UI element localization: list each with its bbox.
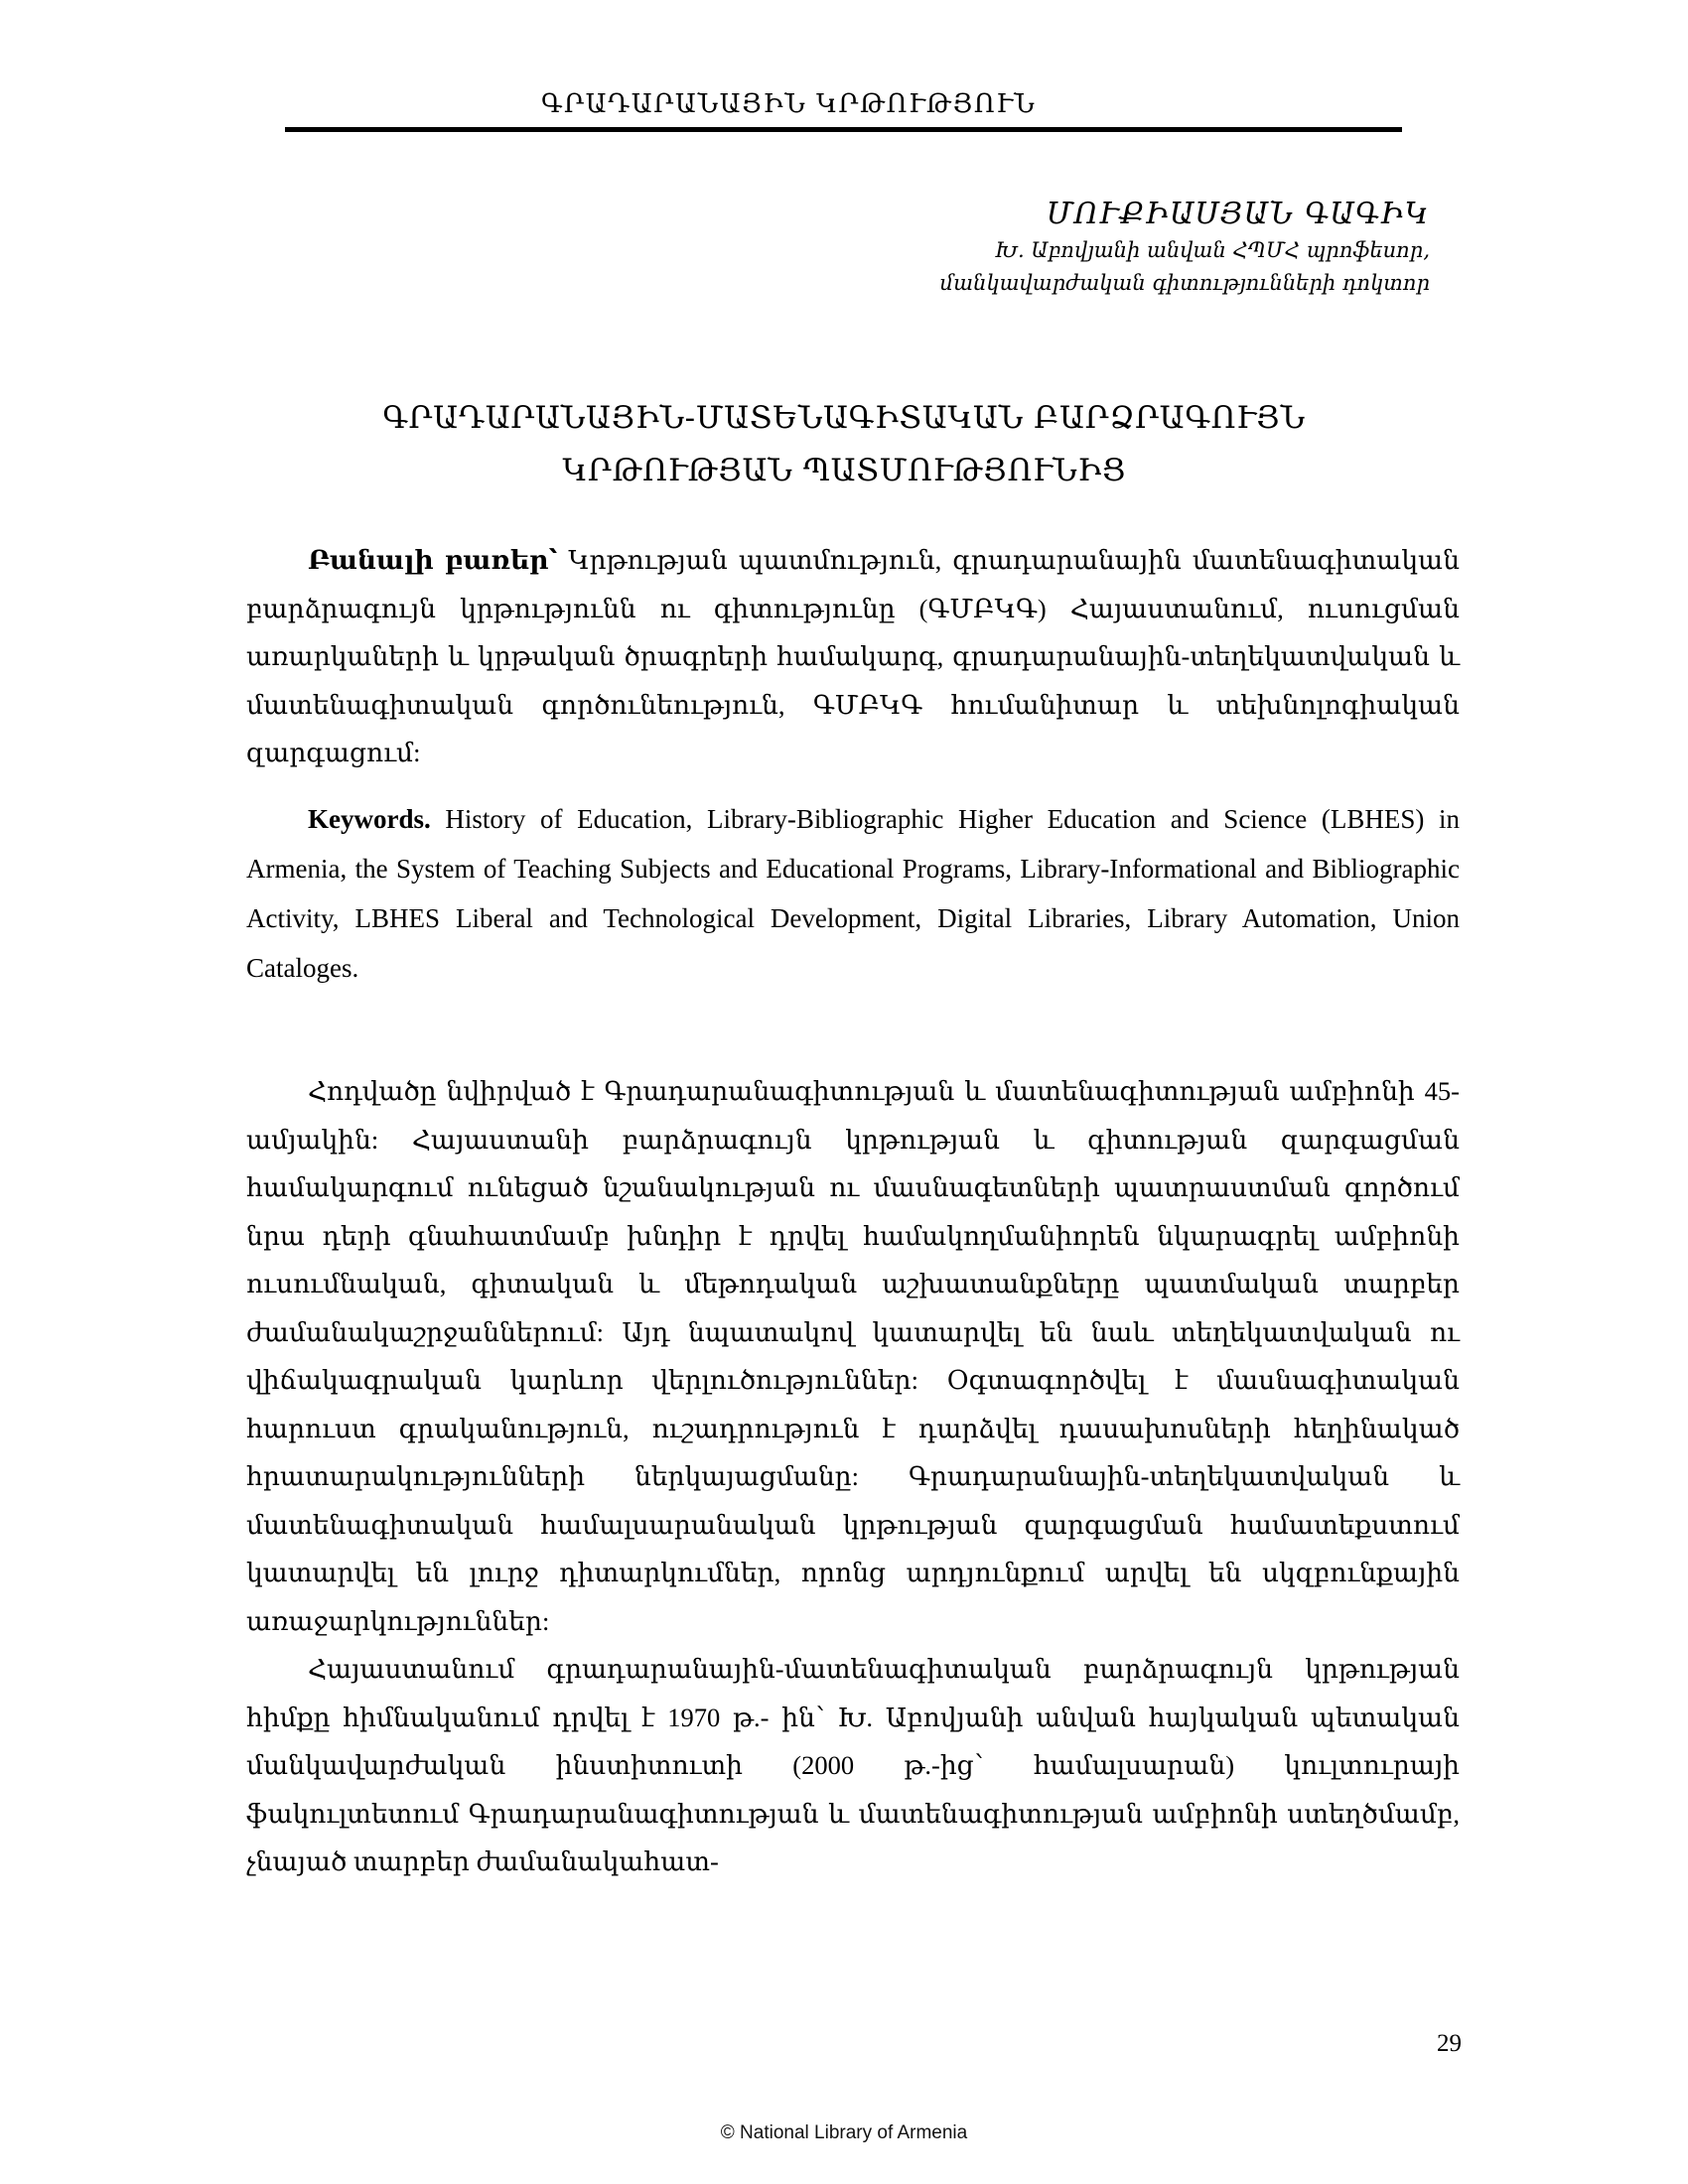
page-title <box>248 392 1440 497</box>
keywords-english-label: Keywords. <box>308 804 431 834</box>
body-paragraph-1: Հոդվածը նվիրված է Գրադարանագիտության և մատենագիտության ամբիոնի 45-ամյակին: Հայաստանի բարձրագույն կրթության և գիտության զարգացման համակարգում ունեցած նշանակության ու մասնագետների պատրաստման գործում նրա դերի գնահատմամբ խնդիր է դրվել համակողմանիորեն նկարագրել ամբիոնի ուսումնական, գիտական և մեթոդական աշխատանքները պատմական տարբեր ժամանակաշրջաններում: Այդ նպատակով կատարվել են նաև տեղեկատվական ու վիճակագրական կարևոր վերլուծություններ: Օգտագործվել է մասնագիտական հարուստ գրականություն, ուշադրություն է դարձվել դասախոսների հեղինակած հրատարակությունների ներկայացմանը: Գրադարանային-տեղեկատվական և մատենագիտական համալսարանական կրթության զարգացման համատեքստում կատարվել են լուրջ դիտարկումներ, որոնց արդյունքում արվել են սկզբունքային առաջարկություններ: <box>246 1076 1460 1636</box>
body-paragraph-2: Հայաստանում գրադարանային-մատենագիտական բարձրագույն կրթության հիմքը հիմնականում դրվել է 1970 թ.- ին՝ Խ. Աբովյանի անվան հայկական պետական մանկավարժական ինստիտուտի (2000 թ.-ից՝ համալսարան) կուլտուրայի ֆակուլտետում Գրադարանագիտության և մատենագիտության ամբիոնի ստեղծմամբ, չնայած տարբեր ժամանակահատ- <box>246 1654 1460 1876</box>
running-head <box>285 87 1402 133</box>
author-block <box>596 195 1430 300</box>
author-affiliation-line-1: Խ. Աբովյանի անվան ՀՊՄՀ պրոֆեսոր, <box>995 238 1430 262</box>
author-name: ՄՈՒՔԻԱՍՅԱՆ ԳԱԳԻԿ <box>1046 197 1430 231</box>
running-head-rule <box>285 127 1402 132</box>
page-title-line-2: ԿՐԹՈՒԹՅԱՆ ՊԱՏՄՈՒԹՅՈՒՆԻՑ <box>562 453 1126 488</box>
keywords-armenian-text: Կրթության պատմություն, գրադարանային մատենագիտական բարձրագույն կրթությունն ու գիտությունը (ԳՄԲԿԳ) Հայաստանում, ուսուցման առարկաների և կրթական ծրագրերի համակարգ, գրադարանային-տեղեկատվական և մատենագիտական գործունեություն, ԳՄԲԿԳ հումանիտար և տեխնոլոգիական զարգացում: <box>246 545 1460 767</box>
keywords-armenian-block <box>246 536 1460 777</box>
running-head-title: ԳՐԱԴԱՐԱՆԱՅԻՆ ԿՐԹՈՒԹՅՈՒՆ <box>541 89 1037 119</box>
keywords-armenian-paragraph <box>246 536 1460 777</box>
page-title-line-1: ԳՐԱԴԱՐԱՆԱՅԻՆ-ՄԱՏԵՆԱԳԻՏԱԿԱՆ ԲԱՐՁՐԱԳՈՒՅՆ <box>382 400 1306 436</box>
body-text-block <box>246 1067 1460 1886</box>
author-affiliation-line-2: մանկավարժական գիտությունների դոկտոր <box>939 271 1430 295</box>
keywords-armenian-label: Բանալի բառեր՝ <box>308 545 558 575</box>
keywords-english-block <box>246 794 1460 993</box>
keywords-english-paragraph <box>246 794 1460 993</box>
keywords-english-text: History of Education, Library-Bibliographic Higher Education and Science (LBHES) in Armenia, the System of Teaching Subjects and Educational Programs, Library-Informational and Bibliographic Activity, LBHES Liberal and Technological Development, Digital Libraries, Library Automation, Union Cataloges. <box>246 804 1460 983</box>
footer-copyright: © National Library of Armenia <box>720 2122 968 2143</box>
page-number: 29 <box>1437 2030 1462 2057</box>
